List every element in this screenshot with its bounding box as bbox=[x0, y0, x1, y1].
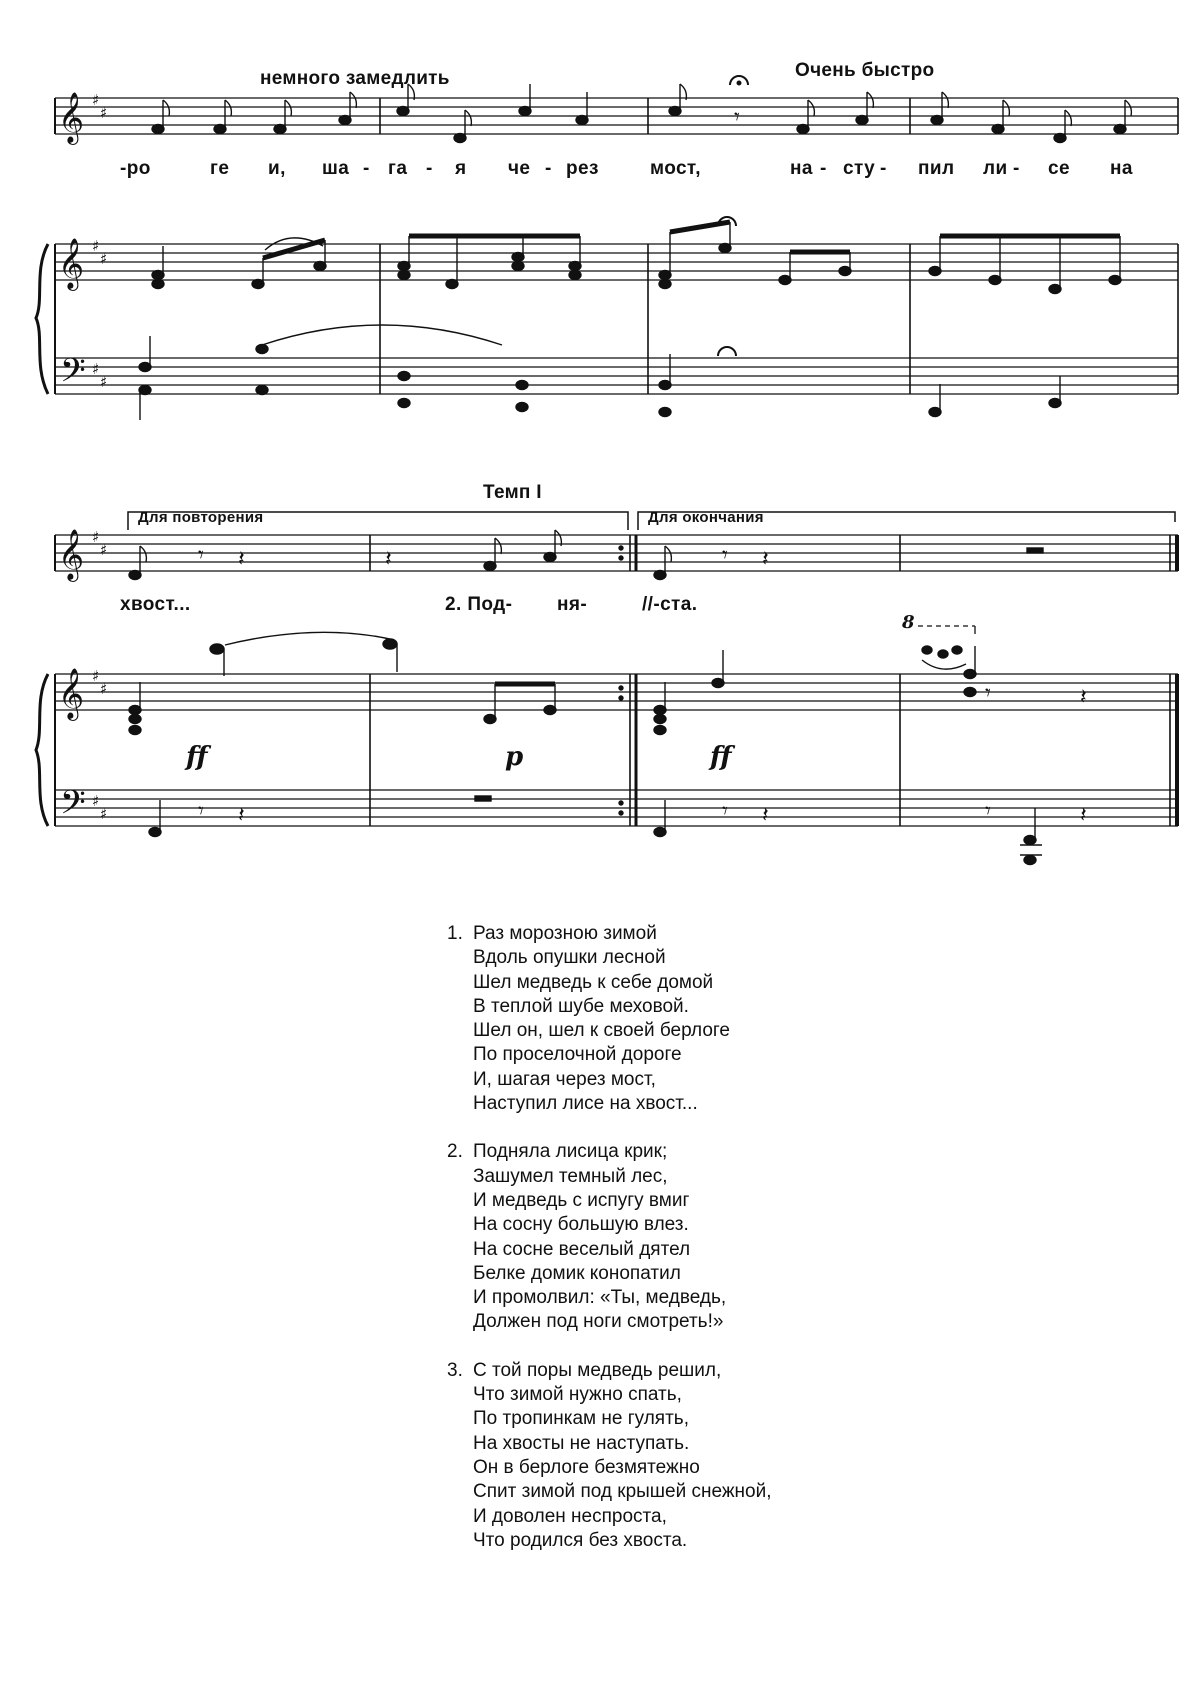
verse-line bbox=[447, 1019, 927, 1043]
svg-text:𝄾: 𝄾 bbox=[985, 799, 991, 824]
svg-text:♯: ♯ bbox=[100, 680, 108, 698]
dynamic-fortissimo: ff bbox=[710, 742, 732, 772]
verse-line bbox=[447, 1505, 927, 1529]
svg-text:𝄽: 𝄽 bbox=[385, 547, 392, 572]
lyric-hyphen: - bbox=[426, 158, 433, 179]
svg-text:𝄾: 𝄾 bbox=[722, 543, 728, 568]
verse-line bbox=[447, 1383, 927, 1407]
lyric-syllable: хвост... bbox=[120, 594, 191, 615]
verse-number: 3. bbox=[447, 1359, 463, 1381]
svg-text:♯: ♯ bbox=[92, 667, 100, 685]
verse-line-text: На сосну большую влез. bbox=[473, 1214, 689, 1236]
verse-line-text: В теплой шубе меховой. bbox=[473, 995, 689, 1017]
svg-text:♯: ♯ bbox=[100, 104, 108, 122]
verse-line bbox=[447, 1213, 927, 1237]
dynamic-fortissimo: ff bbox=[186, 742, 208, 772]
svg-text:♯: ♯ bbox=[100, 250, 108, 268]
verse-line-text: Белке домик конопатил bbox=[473, 1262, 681, 1284]
verse-line-text: Наступил лисе на хвост... bbox=[473, 1093, 698, 1115]
lyric-syllable: га bbox=[388, 158, 408, 179]
svg-text:𝄽: 𝄽 bbox=[238, 803, 245, 828]
ottava-mark: 8 bbox=[902, 612, 915, 633]
lyric-syllable: //-ста. bbox=[642, 594, 698, 615]
svg-text:𝄾: 𝄾 bbox=[734, 105, 740, 130]
verse-line bbox=[447, 1092, 927, 1116]
verse-line-text: Шел медведь к себе домой bbox=[473, 971, 714, 993]
verse-line bbox=[447, 1480, 927, 1504]
verse-number: 2. bbox=[447, 1141, 463, 1163]
verse-line bbox=[447, 1456, 927, 1480]
svg-text:𝄽: 𝄽 bbox=[762, 803, 769, 828]
verse-line-text: Что зимой нужно спать, bbox=[473, 1384, 682, 1406]
verse-line bbox=[447, 1140, 927, 1164]
verse-line-text: С той поры медведь решил, bbox=[473, 1359, 722, 1381]
svg-text:♯: ♯ bbox=[100, 541, 108, 559]
lyric-syllable: мост, bbox=[650, 158, 701, 179]
lyric-syllable: -ро bbox=[120, 158, 151, 179]
verse-line bbox=[447, 1165, 927, 1189]
verse-line bbox=[447, 1310, 927, 1334]
verse-line-text: И, шагая через мост, bbox=[473, 1068, 656, 1090]
lyric-syllable: ня- bbox=[557, 594, 588, 615]
lyric-syllable: се bbox=[1048, 158, 1070, 179]
verse-line bbox=[447, 1286, 927, 1310]
svg-text:𝄽: 𝄽 bbox=[1080, 803, 1087, 828]
verse-line-text: По проселочной дороге bbox=[473, 1044, 682, 1066]
svg-text:𝄽: 𝄽 bbox=[238, 547, 245, 572]
verse-line-text: По тропинкам не гулять, bbox=[473, 1408, 689, 1430]
verse-line-text: На сосне веселый дятел bbox=[473, 1238, 691, 1260]
lyric-syllable: я bbox=[455, 158, 467, 179]
lyric-hyphen: - bbox=[363, 158, 370, 179]
svg-text:♯: ♯ bbox=[92, 792, 100, 810]
lyric-syllable: ша bbox=[322, 158, 350, 179]
staff-piano-bass-1 bbox=[55, 358, 1178, 394]
verse-line bbox=[447, 995, 927, 1019]
verse-line-text: На хвосты не наступать. bbox=[473, 1432, 690, 1454]
verse-line-text: Подняла лисица крик; bbox=[473, 1141, 668, 1163]
svg-text:♯: ♯ bbox=[100, 805, 108, 823]
svg-text:𝄾: 𝄾 bbox=[198, 543, 204, 568]
verse-line-text: Зашумел темный лес, bbox=[473, 1165, 668, 1187]
verse-line-text: Спит зимой под крышей снежной, bbox=[473, 1481, 772, 1503]
verse-line-text: И промолвил: «Ты, медведь, bbox=[473, 1287, 727, 1309]
verse-1 bbox=[447, 922, 927, 1116]
verse-line-text: И доволен неспроста, bbox=[473, 1505, 667, 1527]
lyric-syllable: рез bbox=[566, 158, 599, 179]
verse-line-text: Вдоль опушки лесной bbox=[473, 947, 666, 969]
lyric-hyphen: - bbox=[545, 158, 552, 179]
voice-notes-2 bbox=[129, 530, 1043, 580]
verse-line-text: И медведь с испугу вмиг bbox=[473, 1189, 690, 1211]
piano-notes-2 bbox=[129, 632, 1042, 864]
volta-first-label: Для повторения bbox=[138, 509, 264, 526]
svg-text:𝄞: 𝄞 bbox=[58, 668, 85, 719]
lyric-syllable: че bbox=[508, 158, 531, 179]
svg-text:𝄾: 𝄾 bbox=[198, 799, 204, 824]
verse-line bbox=[447, 1359, 927, 1383]
svg-text:𝄾: 𝄾 bbox=[722, 799, 728, 824]
verse-2 bbox=[447, 1140, 927, 1334]
staff-piano-treble-1 bbox=[55, 244, 1178, 280]
lyric-syllable: пил bbox=[918, 158, 955, 179]
tempo-mark-slow-down: немного замедлить bbox=[260, 68, 450, 89]
svg-text:♯: ♯ bbox=[92, 528, 100, 546]
staff-piano-treble-2 bbox=[55, 674, 1178, 710]
svg-text:♯: ♯ bbox=[100, 373, 108, 391]
verse-line bbox=[447, 1238, 927, 1262]
svg-text:𝄢: 𝄢 bbox=[60, 352, 86, 398]
svg-text:♯: ♯ bbox=[92, 237, 100, 255]
dynamic-piano: p bbox=[505, 742, 524, 772]
tempo-mark-tempo-primo: Темп I bbox=[483, 482, 542, 503]
verse-line bbox=[447, 946, 927, 970]
tempo-mark-very-fast: Очень быстро bbox=[795, 60, 935, 81]
verse-line-text: Он в берлоге безмятежно bbox=[473, 1456, 700, 1478]
voice-notes-1 bbox=[152, 76, 1131, 143]
verse-line-text: Раз морозною зимой bbox=[473, 923, 657, 944]
lyric-hyphen: - bbox=[820, 158, 827, 179]
verse-line bbox=[447, 922, 927, 946]
svg-text:♯: ♯ bbox=[92, 360, 100, 378]
lyric-hyphen: - bbox=[880, 158, 887, 179]
svg-text:𝄞: 𝄞 bbox=[58, 529, 85, 580]
lyric-syllable: ге bbox=[210, 158, 230, 179]
verse-line bbox=[447, 1529, 927, 1553]
verses-block bbox=[447, 922, 927, 1577]
lyric-syllable: сту bbox=[843, 158, 876, 179]
piano-notes-1 bbox=[139, 217, 1121, 420]
svg-text:♯: ♯ bbox=[92, 91, 100, 109]
verse-line-text: Шел он, шел к своей берлоге bbox=[473, 1020, 730, 1042]
verse-line bbox=[447, 1189, 927, 1213]
svg-text:𝄾: 𝄾 bbox=[985, 681, 991, 706]
lyric-syllable: 2. Под- bbox=[445, 594, 513, 615]
verse-line bbox=[447, 1432, 927, 1456]
lyric-hyphen: - bbox=[1013, 158, 1020, 179]
svg-text:𝄞: 𝄞 bbox=[58, 238, 85, 289]
verse-line-text: Должен под ноги смотреть!» bbox=[473, 1311, 724, 1333]
svg-text:𝄞: 𝄞 bbox=[58, 92, 85, 143]
svg-text:𝄽: 𝄽 bbox=[762, 547, 769, 572]
verse-line bbox=[447, 1068, 927, 1092]
staff-piano-bass-2 bbox=[55, 790, 1178, 826]
lyric-syllable: ли bbox=[983, 158, 1008, 179]
verse-line bbox=[447, 971, 927, 995]
lyric-syllable: на bbox=[790, 158, 813, 179]
verse-line bbox=[447, 1043, 927, 1067]
verse-number: 1. bbox=[447, 923, 463, 944]
lyric-syllable: и, bbox=[268, 158, 286, 179]
svg-text:𝄢: 𝄢 bbox=[60, 784, 86, 830]
volta-second-label: Для окончания bbox=[648, 509, 764, 526]
verse-line bbox=[447, 1407, 927, 1431]
svg-text:𝄽: 𝄽 bbox=[1080, 685, 1087, 710]
lyric-syllable: на bbox=[1110, 158, 1133, 179]
verse-line-text: Что родился без хвоста. bbox=[473, 1529, 688, 1551]
verse-line bbox=[447, 1262, 927, 1286]
staff-voice-2 bbox=[55, 535, 1178, 571]
verse-3 bbox=[447, 1359, 927, 1553]
